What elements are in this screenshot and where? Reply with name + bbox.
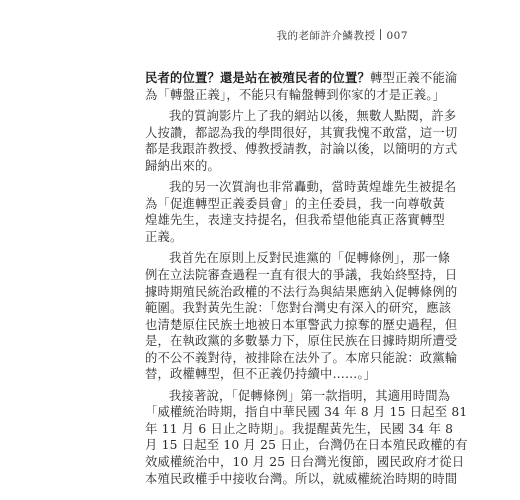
- body-text-span: 為「轉盤正義」，不能只有輪盤轉到你家的才是正義。」: [145, 87, 446, 102]
- body-text-span: 月 15 日起至 10 月 25 日止，台灣仍在日本殖民政權的有: [145, 438, 468, 453]
- body-text-span: 人按讚，都認為我的學問很好，其實我愧不敢當，這一切: [145, 125, 458, 140]
- paragraph: [145, 70, 458, 103]
- body-text-span: 效威權統治中，10 月 25 日台灣光復節，國民政府才從日: [145, 455, 465, 470]
- body-text-span: 例在立法院審查過程一直有很大的爭議，我始終堅持，日: [145, 268, 458, 283]
- text-line: [145, 179, 457, 196]
- paragraph: [145, 250, 458, 382]
- emphasized-text: 民者的位置？還是站在被殖民者的位置？: [145, 71, 370, 85]
- text-line: [145, 70, 458, 87]
- text-line: [145, 212, 445, 229]
- text-line: [145, 284, 458, 301]
- text-line: [145, 404, 468, 421]
- body-text-span: 歸納出來的。: [145, 158, 220, 173]
- body-text-span: 範圍。我對黃先生說：「您對台灣史有深入的研究，應該: [145, 301, 452, 316]
- body-text-span: 我首先在原則上反對民進黨的「促轉條例」，那一條: [169, 251, 451, 266]
- body-text-span: 我的質詢影片上了我的網站以後，無數人點閱，許多: [169, 109, 457, 124]
- text-line: [145, 454, 465, 471]
- body-text-span: 我的另一次質詢也非常轟動，當時黃煌雄先生被提名: [169, 180, 457, 195]
- chapter-title: 我的老師許介鱗教授: [276, 30, 376, 42]
- text-line: [145, 421, 454, 438]
- body-text: [145, 70, 468, 487]
- text-line: [145, 125, 458, 142]
- body-text-span: 我接著說，「促轉條例」第一款指明，其適用時間為: [169, 388, 451, 403]
- text-line: [145, 366, 407, 383]
- paragraph: [145, 108, 458, 174]
- text-line: [145, 108, 457, 125]
- text-line: [145, 300, 452, 317]
- text-line: [145, 158, 407, 175]
- body-text-span: 都是我跟許教授、傅教授請教，討論以後，以簡明的方式: [145, 142, 458, 157]
- text-line: [145, 350, 458, 367]
- body-text-span: 的不公不義對待，被排除在法外了。本席只能說：政黨輪: [145, 350, 458, 365]
- body-text-span: 據時期殖民統治政權的不法行為與結果應納入促轉條例的: [145, 284, 458, 299]
- body-text-span: 轉型正義不能淪: [369, 71, 458, 85]
- paragraph: [145, 179, 457, 245]
- text-line: [145, 333, 458, 350]
- body-text-span: 替，政權轉型，但不正義仍持續中……。」: [145, 367, 377, 382]
- text-line: [145, 229, 407, 246]
- text-line: [145, 250, 451, 267]
- body-text-span: 「威權統治時期，指自中華民國 34 年 8 月 15 日起至 81: [145, 405, 468, 420]
- text-line: [145, 87, 446, 104]
- text-line: [145, 267, 458, 284]
- text-line: [145, 471, 458, 488]
- text-line: [145, 388, 451, 405]
- text-line: [145, 437, 468, 454]
- body-text-span: 年 11 月 6 日止之時期」。我提醒黃先生，民國 34 年 8: [145, 421, 454, 436]
- text-line: [145, 317, 458, 334]
- page-number: 007: [386, 30, 408, 42]
- header-separator: [380, 29, 381, 40]
- body-text-span: 是，在執政黨的多數暴力下，原住民族在日據時期所遭受: [145, 334, 458, 349]
- body-text-span: 煌雄先生，表達支持提名，但我希望他能真正落實轉型: [145, 213, 445, 228]
- text-line: [145, 141, 458, 158]
- running-header: [276, 28, 408, 43]
- body-text-span: 正義。: [145, 229, 183, 244]
- body-text-span: 也清楚原住民族土地被日本軍警武力掠奪的歷史過程，但: [145, 317, 458, 332]
- text-line: [145, 196, 445, 213]
- paragraph: [145, 388, 468, 487]
- body-text-span: 本殖民政權手中接收台灣。所以，就威權統治時期的時間: [145, 471, 458, 486]
- body-text-span: 為「促進轉型正義委員會」的主任委員，我一向尊敬黃: [145, 196, 445, 211]
